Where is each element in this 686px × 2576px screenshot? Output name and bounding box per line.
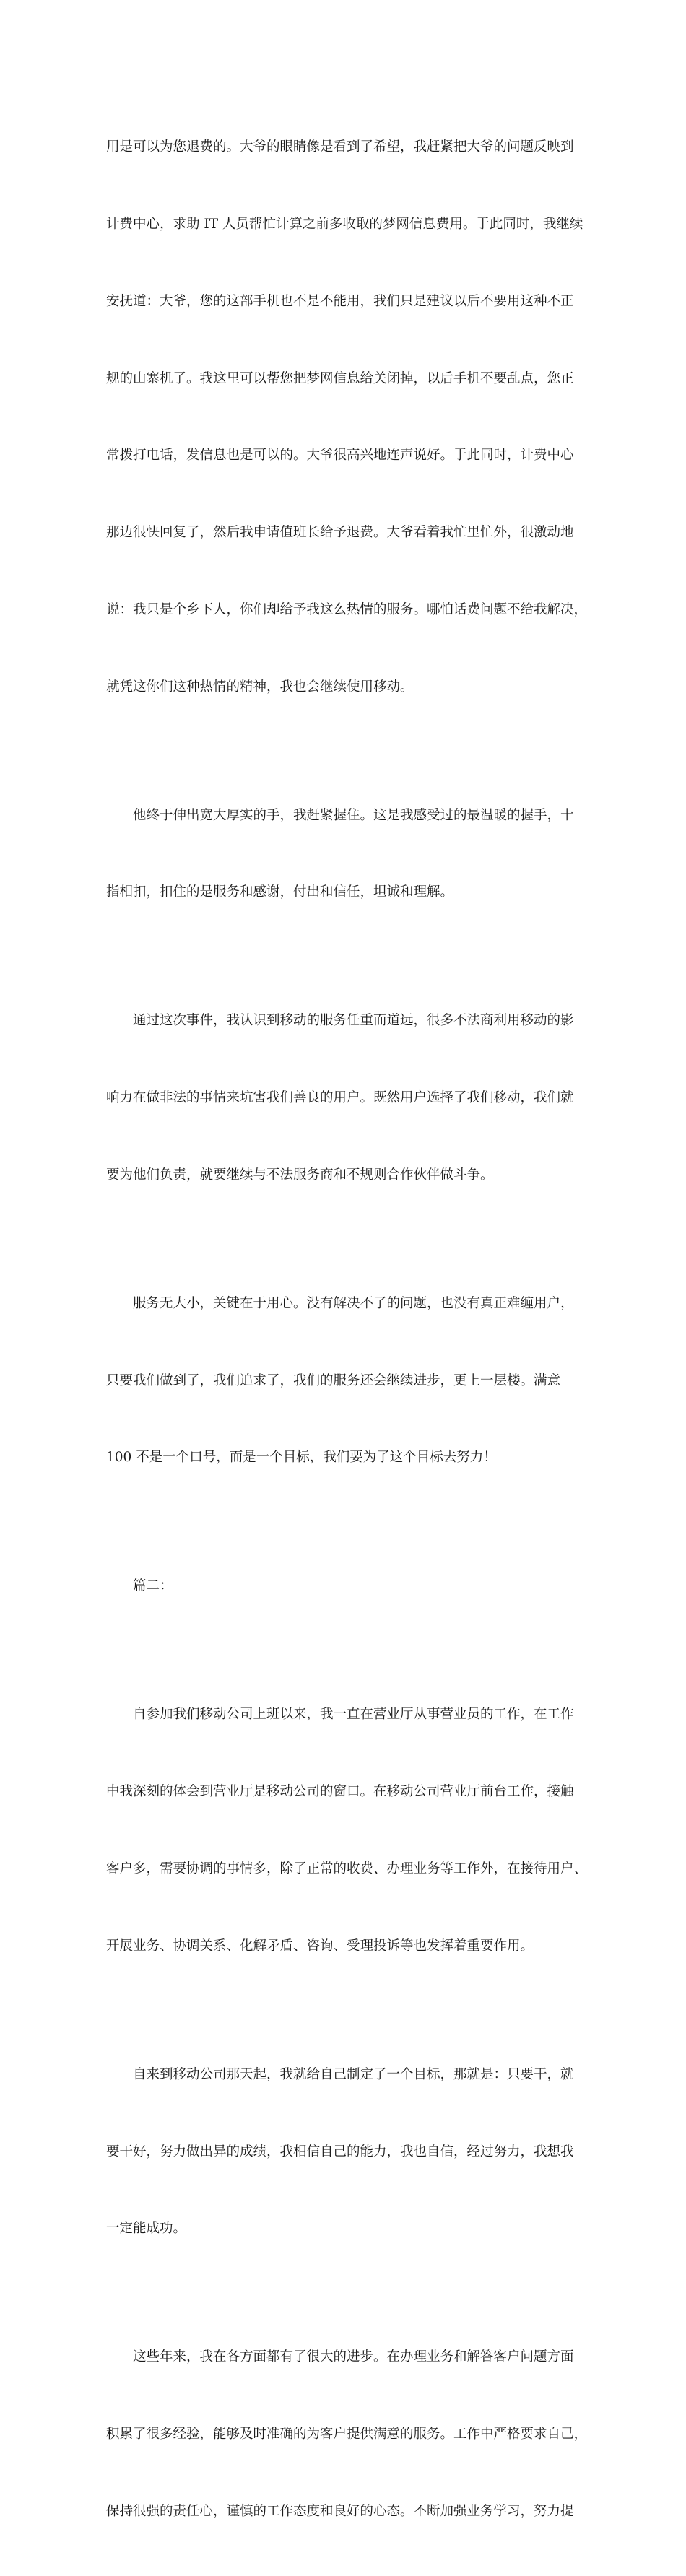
text-line: 篇二： <box>133 1578 173 1594</box>
text-line: 要为他们负责，就要继续与不法服务商和不规则合作伙伴做斗争。 <box>106 1167 494 1183</box>
text-line: 用是可以为您退费的。大爷的眼睛像是看到了希望，我赶紧把大爷的问题反映到 <box>106 139 574 155</box>
paragraph <box>106 2011 584 2294</box>
text-line: 100 不是一个口号，而是一个目标，我们要为了这个目标去努力！ <box>106 1450 497 1466</box>
text-line: 只要我们做到了，我们追求了，我们的服务还会继续进步，更上一层楼。满意 <box>106 1372 561 1388</box>
text-line: 一定能成功。 <box>106 2221 187 2237</box>
text-line: 就凭这你们这种热情的精神，我也会继续使用移动。 <box>106 679 414 695</box>
text-line: 这些年来，我在各方面都有了很大的进步。在办理业务和解答客户问题方面 <box>133 2349 574 2365</box>
text-line: 规的山寨机了。我这里可以帮您把梦网信息给关闭掉，以后手机不要乱点，您正 <box>106 370 574 386</box>
text-line: 服务无大小，关键在于用心。没有解决不了的问题，也没有真正难缠用户， <box>133 1295 574 1311</box>
document-body <box>106 83 588 2576</box>
paragraph <box>106 2293 588 2576</box>
paragraph <box>106 83 588 751</box>
text-line: 积累了很多经验，能够及时准确的为客户提供满意的服务。工作中严格要求自己， <box>106 2427 588 2442</box>
paragraph <box>106 957 584 1240</box>
text-line: 他终于伸出宽大厚实的手，我赶紧握住。这是我感受过的最温暖的握手，十 <box>133 807 574 823</box>
text-line: 自参加我们移动公司上班以来，我一直在营业厅从事营业员的工作，在工作 <box>133 1707 574 1723</box>
text-line: 客户多，需要协调的事情多，除了正常的收费、办理业务等工作外，在接待用户、 <box>106 1861 588 1876</box>
text-line: 安抚道：大爷，您的这部手机也不是不能用，我们只是建议以后不要用这种不正 <box>106 293 574 309</box>
text-line: 开展业务、协调关系、化解矛盾、咨询、受理投诉等也发挥着重要作用。 <box>106 1938 534 1954</box>
text-line: 常拨打电话，发信息也是可以的。大爷很高兴地连声说好。于此同时，计费中心 <box>106 448 574 464</box>
text-line: 保持很强的责任心，谨慎的工作态度和良好的心态。不断加强业务学习，努力提 <box>106 2503 574 2519</box>
text-line: 要干好，努力做出异的成绩，我相信自己的能力，我也自信，经过努力，我想我 <box>106 2144 574 2159</box>
text-line: 中我深刻的体会到营业厅是移动公司的窗口。在移动公司营业厅前台工作，接触 <box>106 1784 574 1800</box>
paragraph <box>106 1650 588 2010</box>
section-heading <box>106 1522 584 1650</box>
text-line: 说：我只是个乡下人，你们却给予我这么热情的服务。哪怕话费问题不给我解决， <box>106 601 588 617</box>
text-line: 通过这次事件，我认识到移动的服务任重而道远，很多不法商利用移动的影 <box>133 1013 574 1029</box>
paragraph <box>106 751 584 957</box>
text-line: 那边很快回复了，然后我申请值班长给予退费。大爷看着我忙里忙外，很激动地 <box>106 525 574 541</box>
text-line: 自来到移动公司那天起，我就给自己制定了一个目标，那就是：只要干，就 <box>133 2066 574 2082</box>
text-line: 指相扣，扣住的是服务和感谢，付出和信任，坦诚和理解。 <box>106 884 454 900</box>
text-line: 计费中心，求助 IT 人员帮忙计算之前多收取的梦网信息费用。于此同时，我继续 <box>106 216 583 232</box>
text-line: 响力在做非法的事情来坑害我们善良的用户。既然用户选择了我们移动，我们就 <box>106 1090 574 1106</box>
paragraph <box>106 1240 584 1523</box>
